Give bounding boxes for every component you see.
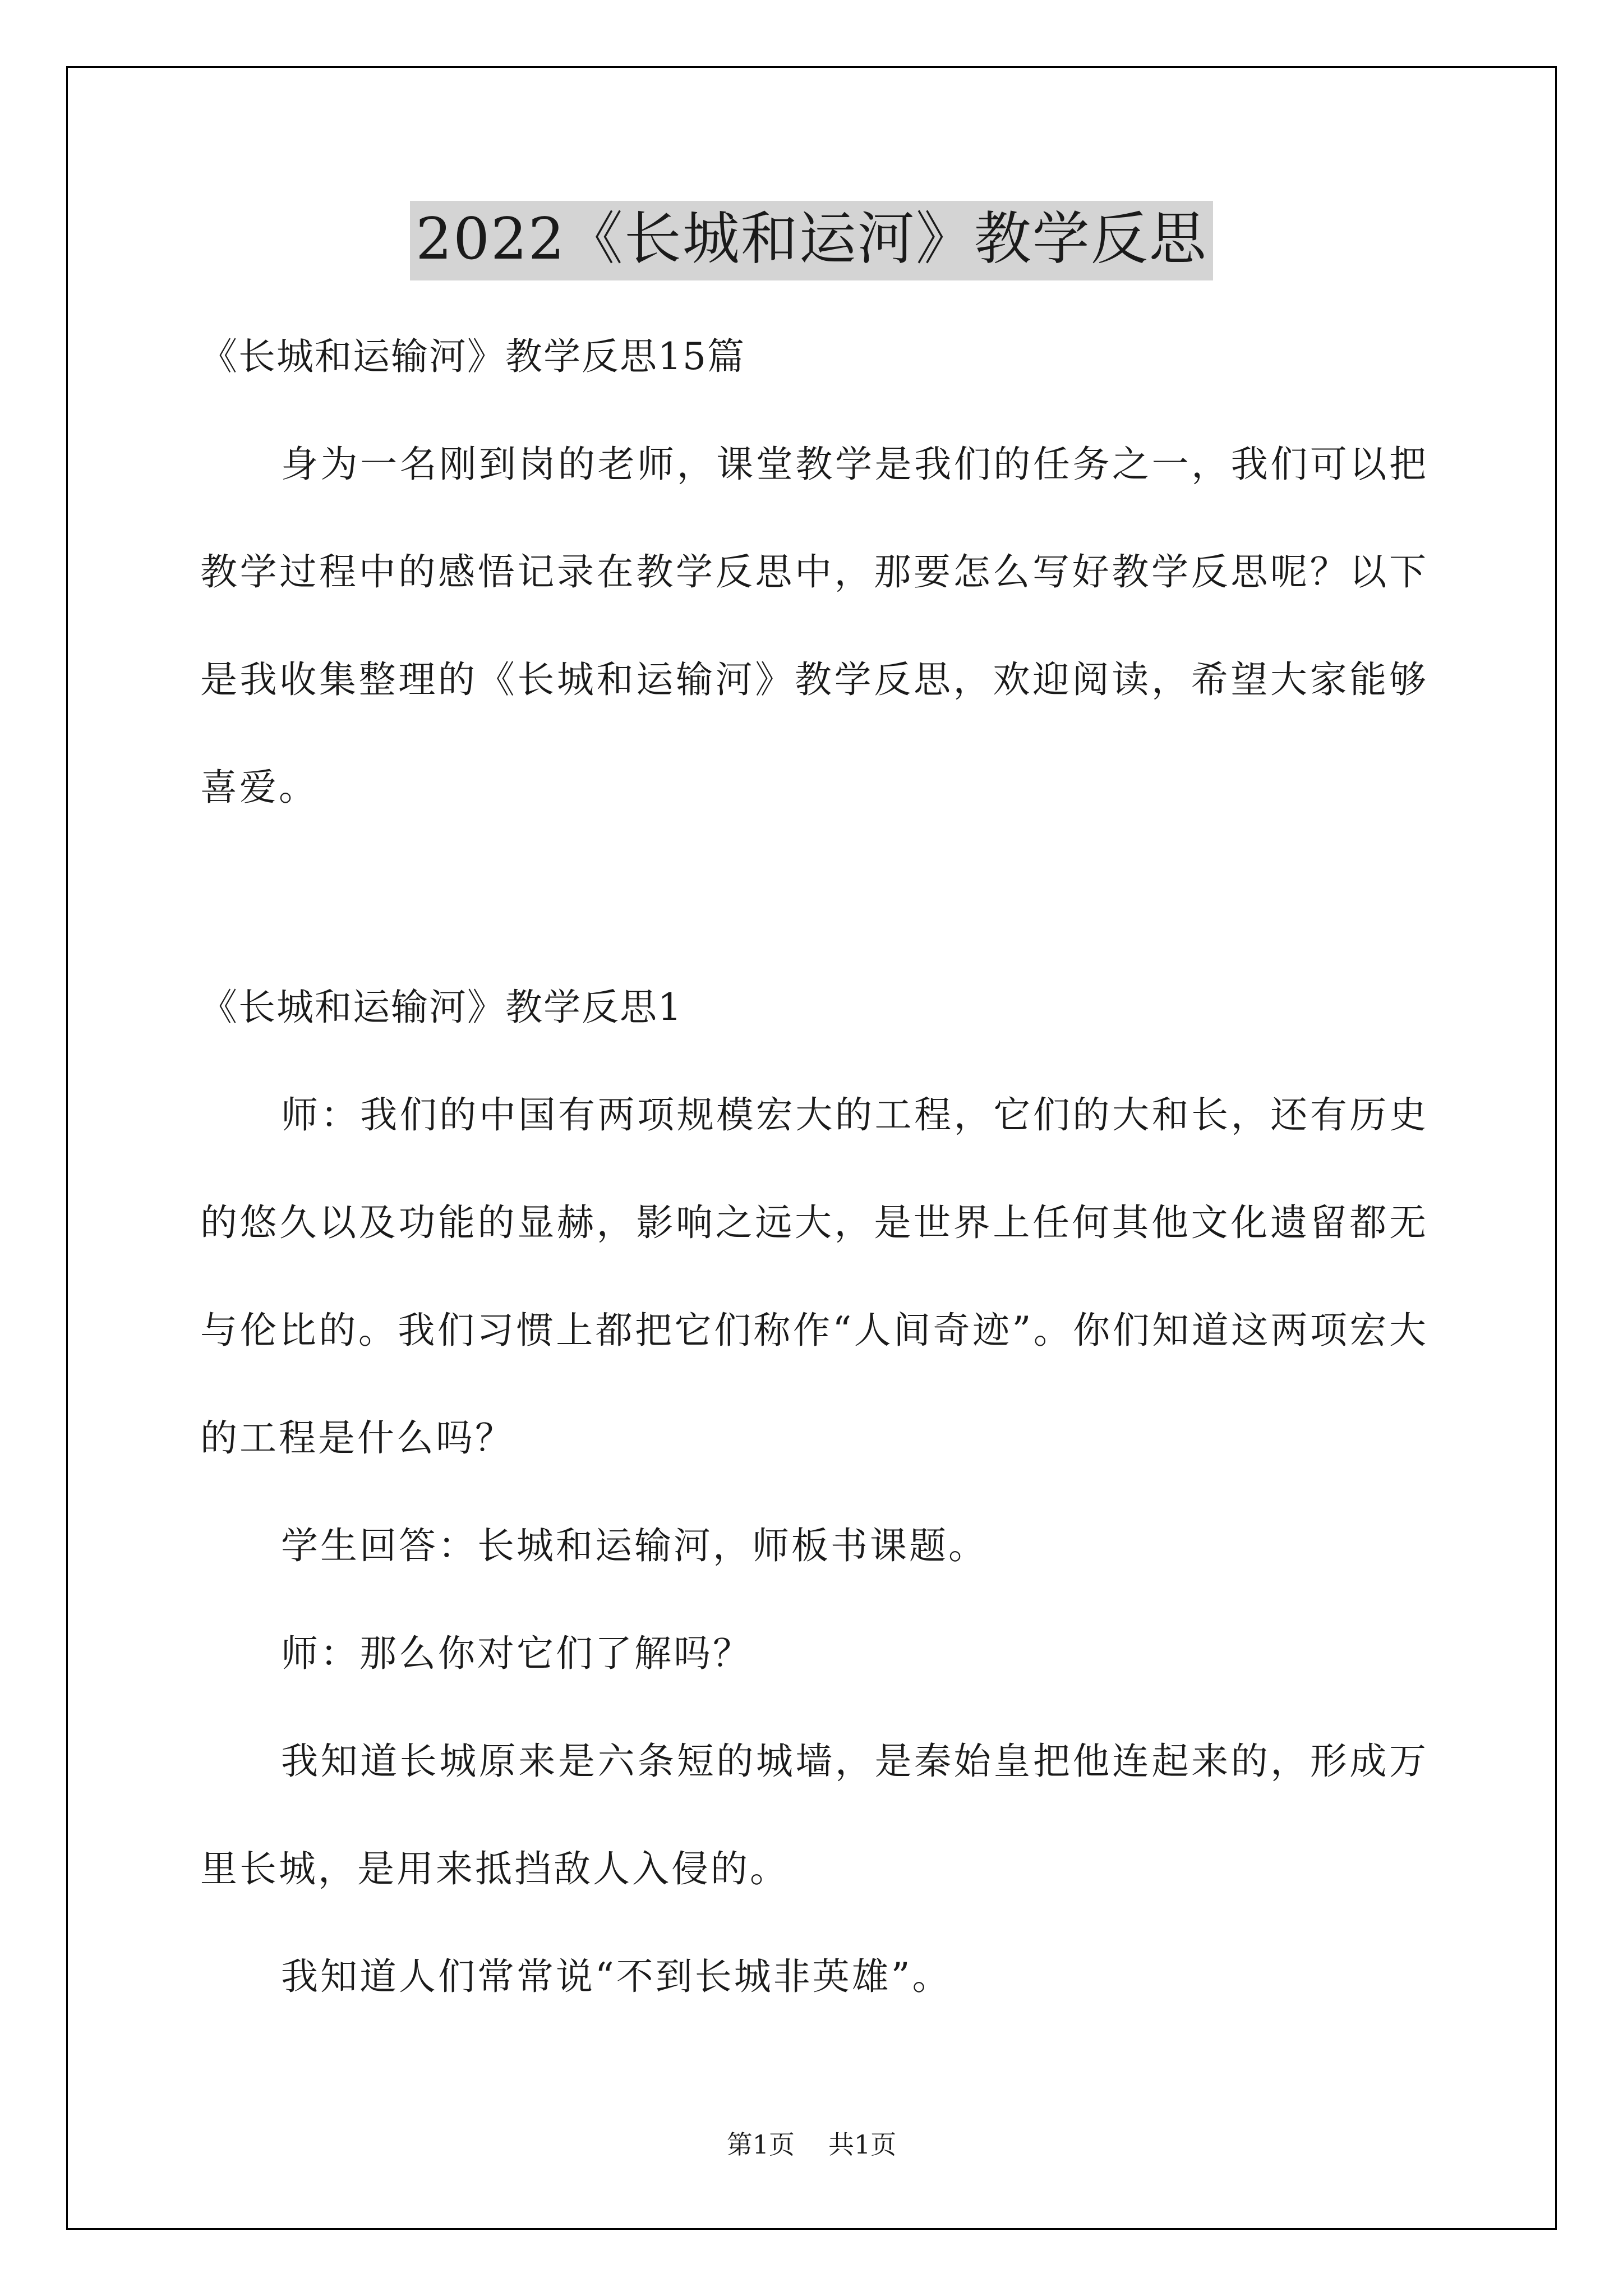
intro-paragraph: 身为一名刚到岗的老师，课堂教学是我们的任务之一，我们可以把教学过程中的感悟记录在教学反思中，那要怎么写好教学反思呢？以下是我收集整理的《长城和运输河》教学反思，欢迎阅读，希望大家能够喜爱。 <box>200 443 1428 809</box>
page-total: 共1页 <box>828 2129 897 2160</box>
document-body <box>200 303 1428 2031</box>
document-title <box>0 201 1623 280</box>
body-paragraph: 师：那么你对它们了解吗？ <box>281 1632 752 1675</box>
body-paragraph: 我知道长城原来是六条短的城墙，是秦始皇把他连起来的，形成万里长城，是用来抵挡敌人入侵的。 <box>200 1740 1428 1890</box>
document-title-text: 2022《长城和运河》教学反思 <box>410 201 1213 280</box>
body-paragraph: 学生回答：长城和运输河，师板书课题。 <box>281 1524 988 1567</box>
section-heading: 《长城和运输河》教学反思1 <box>200 986 683 1029</box>
body-paragraph: 师：我们的中国有两项规模宏大的工程，它们的大和长，还有历史的悠久以及功能的显赫，影响之远大，是世界上任何其他文化遗留都无与伦比的。我们习惯上都把它们称作“人间奇迹”。你们知道这两项宏大的工程是什么吗？ <box>200 1093 1428 1460</box>
page-footer <box>0 2129 1623 2160</box>
page-number: 第1页 <box>726 2129 795 2160</box>
section-spacer <box>200 841 1428 954</box>
document-subtitle: 《长城和运输河》教学反思15篇 <box>200 335 745 378</box>
body-paragraph: 我知道人们常常说“不到长城非英雄”。 <box>281 1955 952 1998</box>
